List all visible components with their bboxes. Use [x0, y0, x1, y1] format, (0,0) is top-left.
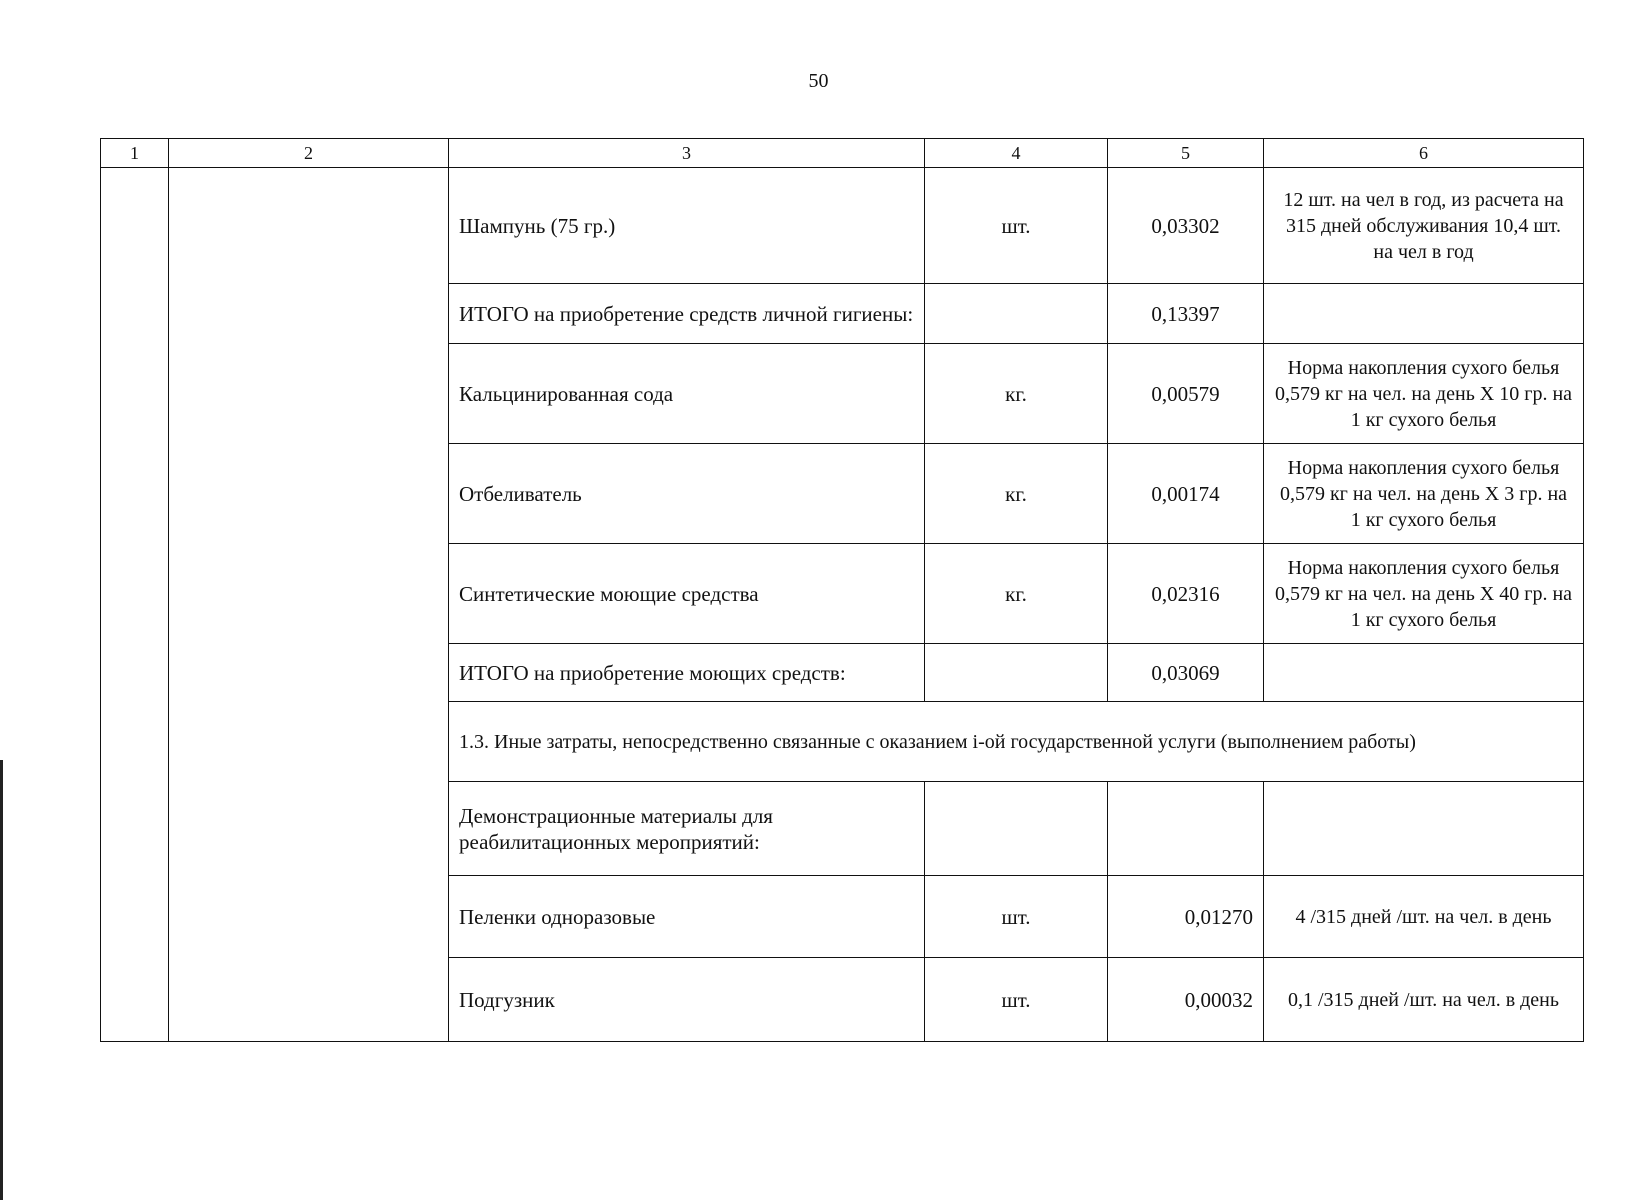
item-value: 0,13397: [1108, 284, 1264, 344]
scan-edge-artifact: [0, 760, 3, 1200]
norms-table: [100, 138, 1584, 1042]
header-cell: 6: [1264, 139, 1584, 168]
item-name: ИТОГО на приобретение моющих средств:: [449, 644, 925, 702]
section-heading: 1.3. Иные затраты, непосредственно связанные с оказанием i-ой государственной услуги (выполнением работы): [449, 702, 1584, 782]
table-row: [101, 168, 1584, 284]
item-name: Кальцинированная сода: [449, 344, 925, 444]
table-header-row: [101, 139, 1584, 168]
item-value: 0,00579: [1108, 344, 1264, 444]
item-unit: кг.: [925, 444, 1108, 544]
column-2-blank: [169, 168, 449, 1042]
item-unit: кг.: [925, 344, 1108, 444]
item-note: [1264, 284, 1584, 344]
page-number: 50: [808, 70, 829, 92]
item-note: 4 /315 дней /шт. на чел. в день: [1264, 876, 1584, 958]
item-value: [1108, 782, 1264, 876]
item-name: Пеленки одноразовые: [449, 876, 925, 958]
header-cell: 2: [169, 139, 449, 168]
item-note: Норма накопления сухого белья 0,579 кг на чел. на день X 3 гр. на 1 кг сухого белья: [1264, 444, 1584, 544]
item-unit: кг.: [925, 544, 1108, 644]
item-value: 0,00174: [1108, 444, 1264, 544]
header-cell: 3: [449, 139, 925, 168]
item-name: Шампунь (75 гр.): [449, 168, 925, 284]
item-name: Подгузник: [449, 958, 925, 1042]
item-note: Норма накопления сухого белья 0,579 кг на чел. на день X 10 гр. на 1 кг сухого белья: [1264, 344, 1584, 444]
item-note: 12 шт. на чел в год, из расчета на 315 дней обслуживания 10,4 шт. на чел в год: [1264, 168, 1584, 284]
column-1-blank: [101, 168, 169, 1042]
item-note: Норма накопления сухого белья 0,579 кг на чел. на день X 40 гр. на 1 кг сухого белья: [1264, 544, 1584, 644]
item-unit: [925, 782, 1108, 876]
item-unit: шт.: [925, 876, 1108, 958]
item-name: Демонстрационные материалы для реабилитационных мероприятий:: [449, 782, 925, 876]
item-note: 0,1 /315 дней /шт. на чел. в день: [1264, 958, 1584, 1042]
item-value: 0,01270: [1108, 876, 1264, 958]
item-value: 0,02316: [1108, 544, 1264, 644]
item-note: [1264, 782, 1584, 876]
item-name: Синтетические моющие средства: [449, 544, 925, 644]
item-name: Отбеливатель: [449, 444, 925, 544]
item-value: 0,03069: [1108, 644, 1264, 702]
item-value: 0,03302: [1108, 168, 1264, 284]
item-unit: [925, 284, 1108, 344]
header-cell: 1: [101, 139, 169, 168]
header-cell: 5: [1108, 139, 1264, 168]
item-value: 0,00032: [1108, 958, 1264, 1042]
item-note: [1264, 644, 1584, 702]
item-name: ИТОГО на приобретение средств личной гигиены:: [449, 284, 925, 344]
item-unit: [925, 644, 1108, 702]
header-cell: 4: [925, 139, 1108, 168]
item-unit: шт.: [925, 958, 1108, 1042]
item-unit: шт.: [925, 168, 1108, 284]
